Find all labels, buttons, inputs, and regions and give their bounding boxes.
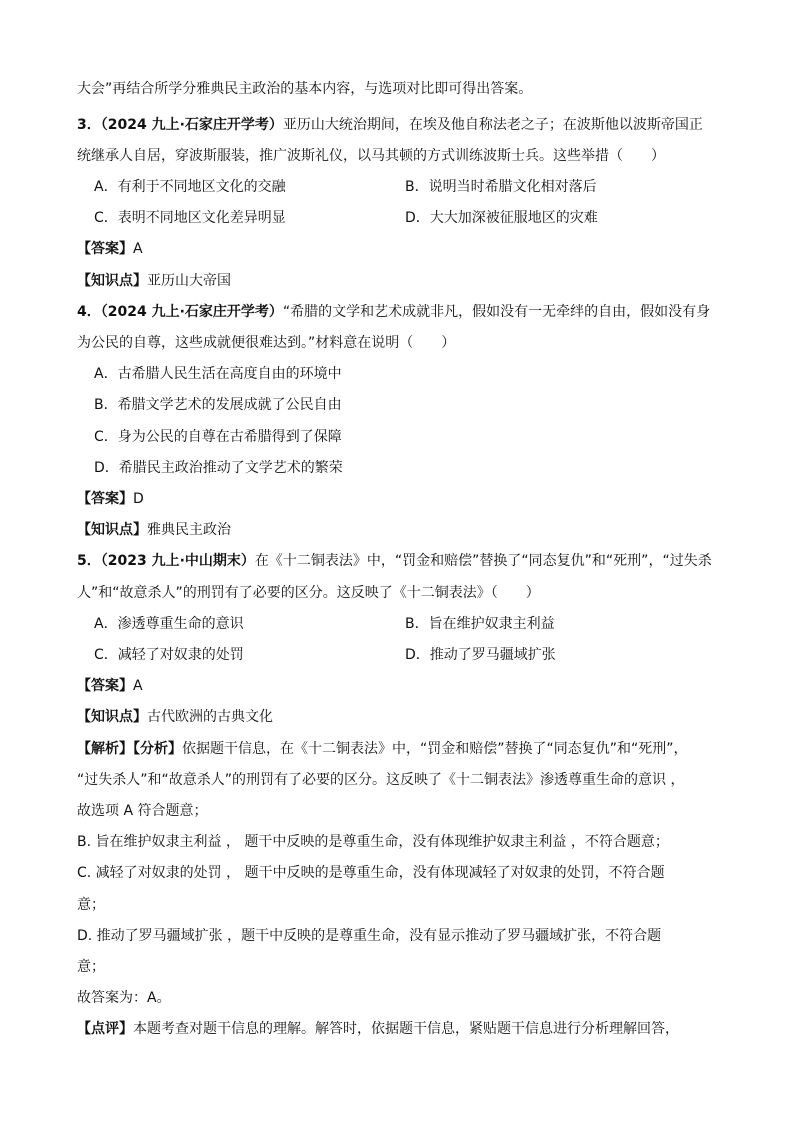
question-5-option-b: B．旨在维护奴隶主利益 xyxy=(405,616,555,632)
question-5-source: （2023 九上·中山期末） xyxy=(100,553,255,569)
answer-value: A xyxy=(133,678,143,694)
question-5-option-c: C．减轻了对奴隶的处罚 xyxy=(94,647,244,663)
knowledge-point-value: 亚历山大帝国 xyxy=(147,273,231,289)
question-5-knowledge-point xyxy=(77,708,273,726)
question-4-number: 4． xyxy=(77,304,101,320)
analysis-text: 依据题干信息，在《十二铜表法》中，“罚金和赔偿”替换了“同态复仇”和“死刑”， xyxy=(182,741,688,757)
question-5-stem-line-2: 人”和“故意杀人”的刑罚有了必要的区分。这反映了《十二铜表法》（ ） xyxy=(77,585,540,601)
analysis-line-9: 故答案为：A。 xyxy=(77,990,171,1006)
comment-label: 【点评】 xyxy=(77,1021,133,1037)
question-5-stem-line-1 xyxy=(77,552,712,570)
knowledge-point-value: 雅典民主政治 xyxy=(147,522,231,538)
knowledge-point-label: 【知识点】 xyxy=(77,522,147,538)
intro-line: 大会”再结合所学分雅典民主政治的基本内容，与选项对比即可得出答案。 xyxy=(77,81,533,97)
question-4-stem-line-2: 为公民的自尊，这些成就便很难达到。”材料意在说明（ ） xyxy=(77,335,456,351)
question-4-knowledge-point xyxy=(77,521,231,539)
analysis-line-3: 故选项 A 符合题意； xyxy=(77,803,208,819)
question-5-number: 5． xyxy=(77,553,101,569)
question-3-stem-line-1 xyxy=(77,116,703,134)
knowledge-point-label: 【知识点】 xyxy=(77,709,147,725)
question-3-knowledge-point xyxy=(77,272,231,290)
question-5-stem-1: 在《十二铜表法》中，“罚金和赔偿”替换了“同态复仇”和“死刑”，“过失杀 xyxy=(254,553,712,569)
question-3-option-a: A．有利于不同地区文化的交融 xyxy=(94,179,286,195)
question-3-option-d: D．大大加深被征服地区的灾难 xyxy=(405,210,598,226)
question-4-source: （2024 九上·石家庄开学考） xyxy=(100,304,283,320)
question-3-number: 3． xyxy=(77,117,101,133)
question-4-option-d: D．希腊民主政治推动了文学艺术的繁荣 xyxy=(94,460,343,476)
analysis-line-6: 意； xyxy=(77,897,105,913)
analysis-line-2: “过失杀人”和“故意杀人”的刑罚有了必要的区分。这反映了《十二铜表法》渗透尊重生命的意识 ， xyxy=(77,772,685,788)
knowledge-point-label: 【知识点】 xyxy=(77,273,147,289)
analysis-line-4: B. 旨在维护奴隶主利益 ， 题干中反映的是尊重生命，没有体现维护奴隶主利益 ，不符合题意； xyxy=(77,834,669,850)
answer-value: D xyxy=(133,491,144,507)
question-3-option-c: C．表明不同地区文化差异明显 xyxy=(94,210,286,226)
answer-label: 【答案】 xyxy=(77,678,133,694)
question-4-option-a: A．古希腊人民生活在高度自由的环境中 xyxy=(94,366,342,382)
answer-label: 【答案】 xyxy=(77,491,133,507)
comment-line xyxy=(77,1020,679,1038)
question-3-option-b: B．说明当时希腊文化相对落后 xyxy=(405,179,597,195)
question-3-answer xyxy=(77,240,143,258)
analysis-line-5: C. 减轻了对奴隶的处罚 ， 题干中反映的是尊重生命，没有体现减轻了对奴隶的处罚，不符合题 xyxy=(77,865,665,881)
analysis-line-1 xyxy=(77,740,688,758)
question-3-stem-1: 亚历山大统治期间，在埃及他自称法老之子；在波斯他以波斯帝国正 xyxy=(282,117,703,133)
question-3-source: （2024 九上·石家庄开学考） xyxy=(100,117,283,133)
question-3-stem-line-2: 统继承人自居，穿波斯服装，推广波斯礼仪，以马其顿的方式训练波斯士兵。这些举措（ ） xyxy=(77,148,665,164)
question-4-stem-1: “希腊的文学和艺术成就非凡，假如没有一无牵绊的自由，假如没有身 xyxy=(282,304,711,320)
knowledge-point-value: 古代欧洲的古典文化 xyxy=(147,709,273,725)
question-4-option-c: C．身为公民的自尊在古希腊得到了保障 xyxy=(94,429,342,445)
question-5-option-d: D．推动了罗马疆域扩张 xyxy=(405,647,556,663)
analysis-label: 【解析】【分析】 xyxy=(77,741,182,757)
question-4-option-b: B．希腊文学艺术的发展成就了公民自由 xyxy=(94,397,342,413)
comment-text: 本题考查对题干信息的理解。解答时，依据题干信息，紧贴题干信息进行分析理解回答， xyxy=(133,1021,679,1037)
question-4-stem-line-1 xyxy=(77,303,710,321)
question-4-answer xyxy=(77,490,144,508)
answer-value: A xyxy=(133,241,143,257)
answer-label: 【答案】 xyxy=(77,241,133,257)
question-5-answer xyxy=(77,677,143,695)
analysis-line-8: 意； xyxy=(77,959,105,975)
question-5-option-a: A．渗透尊重生命的意识 xyxy=(94,616,244,632)
analysis-line-7: D. 推动了罗马疆域扩张 ，题干中反映的是尊重生命，没有显示推动了罗马疆域扩张，不符合题 xyxy=(77,928,662,944)
